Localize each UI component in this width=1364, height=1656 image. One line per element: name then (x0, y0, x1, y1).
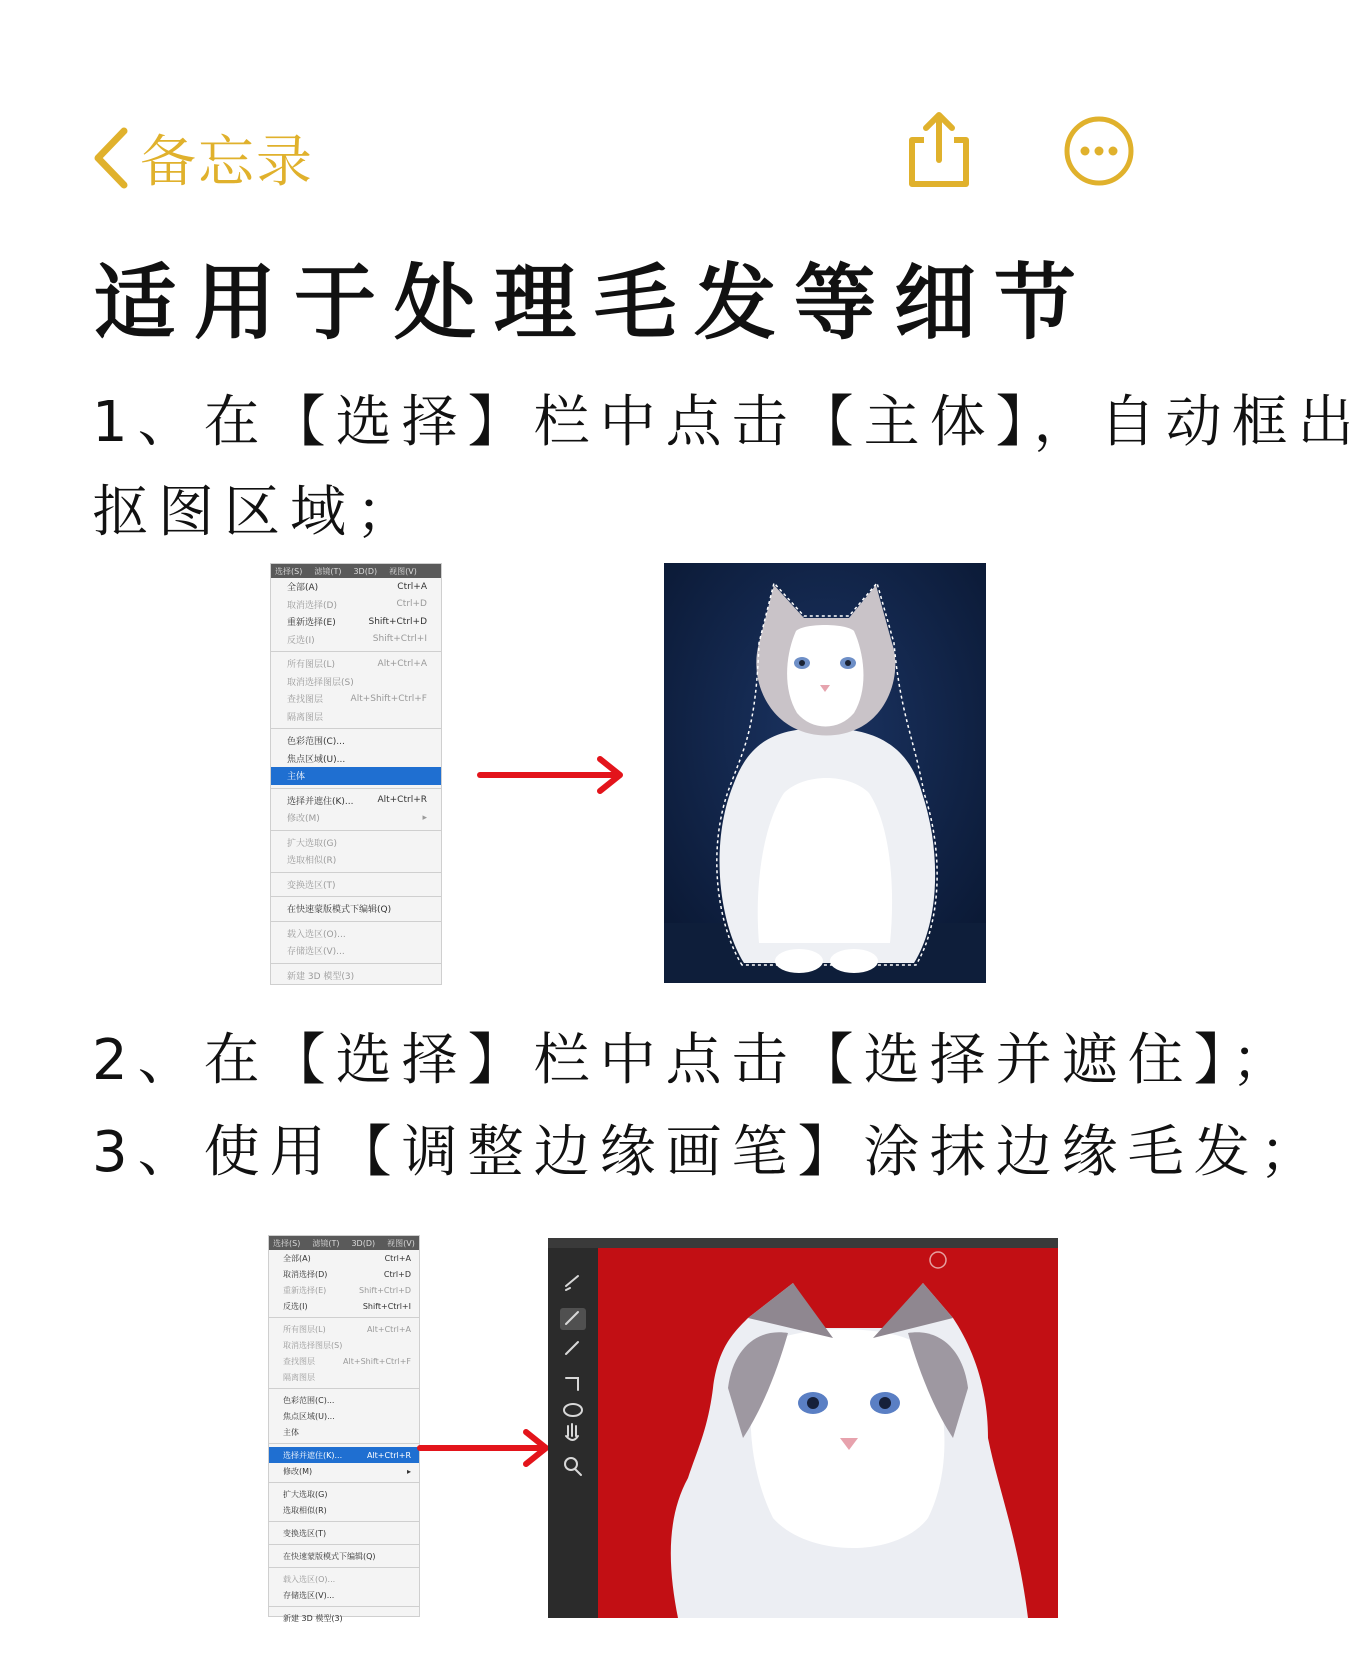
menu-item: 存储选区(V)... (287, 947, 345, 958)
menu-divider (271, 921, 441, 922)
nav-bar (0, 110, 1242, 195)
step-3: 3、使用【调整边缘画笔】涂抹边缘毛发； (92, 1120, 1326, 1185)
menu-bar-item: 选择(S) (273, 1238, 301, 1248)
menu-bar (269, 1236, 419, 1250)
menu-item: 扩大选取(G) (287, 838, 337, 849)
select-and-mask-workspace (548, 1238, 1058, 1618)
menu-item: 色彩范围(C)... (283, 1395, 335, 1405)
menu-bar-item: 选择(S) (275, 566, 303, 576)
menu-item: 重新选择(E) Shift+Ctrl+D (287, 616, 427, 629)
chevron-left-icon (88, 125, 134, 191)
menu-bar-item: 视图(V) (387, 1238, 415, 1248)
menu-item: 扩大选取(G) (283, 1489, 328, 1499)
menu-bar-item: 滤镜(T) (314, 566, 342, 576)
menu-item: 隔离图层 (287, 712, 324, 723)
menu-item: 变换选区(T) (287, 880, 336, 891)
menu-item: 所有图层(L) Alt+Ctrl+A (283, 1324, 411, 1334)
menu-item: 新建 3D 模型(3) (287, 971, 355, 982)
menu-item: 隔离图层 (283, 1372, 315, 1382)
menu-item: 变换选区(T) (283, 1528, 327, 1538)
menu-item: 在快速蒙版模式下编辑(Q) (283, 1551, 376, 1561)
menu-divider (269, 1388, 419, 1389)
menu-item: 选取相似(R) (283, 1505, 327, 1515)
menu-bar-item: 3D(D) (351, 1238, 376, 1248)
menu-divider (271, 651, 441, 652)
menu-item: 取消选择(D) Ctrl+D (283, 1269, 411, 1279)
menu-divider (269, 1544, 419, 1545)
menu-item: 存储选区(V)... (283, 1590, 335, 1600)
select-menu-screenshot-1 (270, 563, 442, 985)
menu-item: 载入选区(O)... (283, 1574, 336, 1584)
menu-item: 主体 (283, 1427, 299, 1437)
menu-divider (271, 872, 441, 873)
menu-item: 反选(I) Shift+Ctrl+I (287, 634, 427, 646)
menu-item: 全部(A) Ctrl+A (283, 1253, 411, 1263)
menu-divider (269, 1482, 419, 1483)
menu-divider (269, 1567, 419, 1568)
menu-divider (269, 1521, 419, 1522)
menu-divider (269, 1606, 419, 1607)
menu-divider (271, 896, 441, 897)
menu-item: 选择并遮住(K)... Alt+Ctrl+R (287, 795, 427, 807)
menu-item: 修改(M) ▸ (283, 1466, 411, 1476)
menu-item: 全部(A) Ctrl+A (287, 581, 427, 594)
menu-item-subject-highlighted: 主体 (271, 767, 441, 785)
menu-item: 所有图层(L) Alt+Ctrl+A (287, 658, 427, 671)
menu-item: 反选(I) Shift+Ctrl+I (283, 1301, 411, 1311)
menu-item: 新建 3D 模型(3) (283, 1613, 343, 1623)
menu-divider (271, 788, 441, 789)
menu-item: 查找图层 Alt+Shift+Ctrl+F (283, 1356, 411, 1366)
menu-item: 查找图层 Alt+Shift+Ctrl+F (287, 693, 427, 706)
step-1-line-1: 1、在【选择】栏中点击【主体】，自动框出 (92, 390, 1364, 455)
menu-divider (269, 1317, 419, 1318)
arrow-right-icon (478, 755, 626, 795)
select-menu-screenshot-2 (268, 1235, 420, 1623)
menu-item: 取消选择图层(S) (287, 677, 354, 688)
menu-bar (271, 564, 441, 578)
menu-item: 载入选区(O)... (287, 929, 346, 940)
menu-divider (271, 963, 441, 964)
menu-item: 取消选择图层(S) (283, 1340, 343, 1350)
menu-divider (269, 1443, 419, 1444)
menu-item: 选取相似(R) (287, 856, 337, 867)
share-icon[interactable] (904, 110, 974, 190)
menu-item: 在快速蒙版模式下编辑(Q) (287, 905, 392, 916)
menu-divider (271, 830, 441, 831)
menu-divider (271, 728, 441, 729)
menu-item: 取消选择(D) Ctrl+D (287, 599, 427, 611)
note-title: 适用于处理毛发等细节 (94, 256, 1095, 351)
back-label: 备忘录 (140, 130, 314, 195)
menu-item: 焦点区域(U)... (283, 1411, 335, 1421)
arrow-right-icon (418, 1428, 552, 1468)
menu-bar-item: 滤镜(T) (312, 1238, 340, 1248)
step-1-line-2: 抠图区域； (92, 480, 422, 545)
menu-item-select-and-mask-highlighted: 选择并遮住(K)... Alt+Ctrl+R (269, 1447, 419, 1463)
menu-item: 重新选择(E) Shift+Ctrl+D (283, 1285, 411, 1295)
more-icon[interactable] (1062, 114, 1136, 188)
menu-bar-item: 3D(D) (353, 566, 378, 576)
menu-bar-item: 视图(V) (389, 566, 417, 576)
menu-item: 色彩范围(C)... (287, 737, 345, 748)
step-2: 2、在【选择】栏中点击【选择并遮住】； (92, 1028, 1298, 1093)
cat-selection-photo (664, 563, 986, 983)
menu-item: 焦点区域(U)... (287, 754, 346, 765)
back-button[interactable] (88, 118, 314, 198)
menu-item: 修改(M) ▸ (287, 812, 427, 825)
